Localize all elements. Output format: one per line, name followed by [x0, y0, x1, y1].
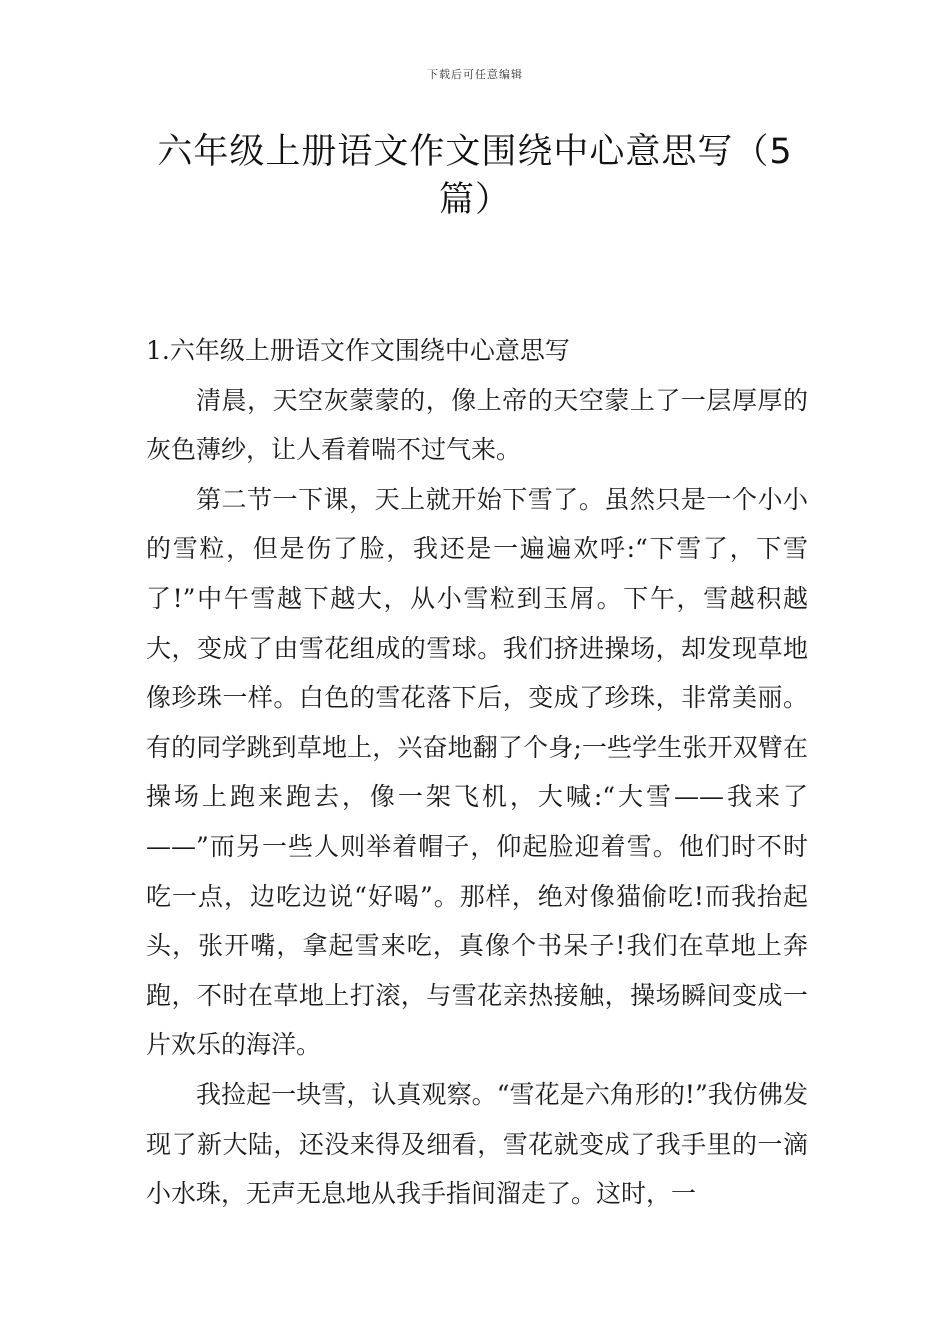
paragraph-2: 第二节一下课，天上就开始下雪了。虽然只是一个小小的雪粒，但是伤了脸，我还是一遍遍欢呼:“下雪了，下雪了!”中午雪越下越大，从小雪粒到玉屑。下午，雪越积越大，变成了由雪花组成的雪球。我们挤进操场，却发现草地像珍珠一样。白色的雪花落下后，变成了珍珠，非常美丽。有的同学跳到草地上，兴奋地翻了个身;一些学生张开双臂在操场上跑来跑去，像一架飞机，大喊:“大雪——我来了——”而另一些人则举着帽子，仰起脸迎着雪。他们时不时吃一点，边吃边说“好喝”。那样，绝对像猫偷吃!而我抬起头，张开嘴，拿起雪来吃，真像个书呆子!我们在草地上奔跑，不时在草地上打滚，与雪花亲热接触，操场瞬间变成一片欢乐的海洋。 — [146, 484, 808, 1060]
paragraph-3: 我捡起一块雪，认真观察。“雪花是六角形的!”我仿佛发现了新大陆，还没来得及细看，雪花就变成了我手里的一滴小水珠，无声无息地从我手指间溜走了。这时，一 — [146, 1079, 808, 1209]
paragraph-1: 清晨，天空灰蒙蒙的，像上帝的天空蒙上了一层厚厚的灰色薄纱，让人看着喘不过气来。 — [146, 385, 808, 465]
document-title: 六年级上册语文作文围绕中心意思写（5篇） — [157, 132, 793, 220]
section-heading: 1.六年级上册语文作文围绕中心意思写 — [146, 336, 570, 365]
essay-body — [146, 326, 808, 1219]
header-note: 下载后可任意编辑 — [427, 68, 523, 81]
